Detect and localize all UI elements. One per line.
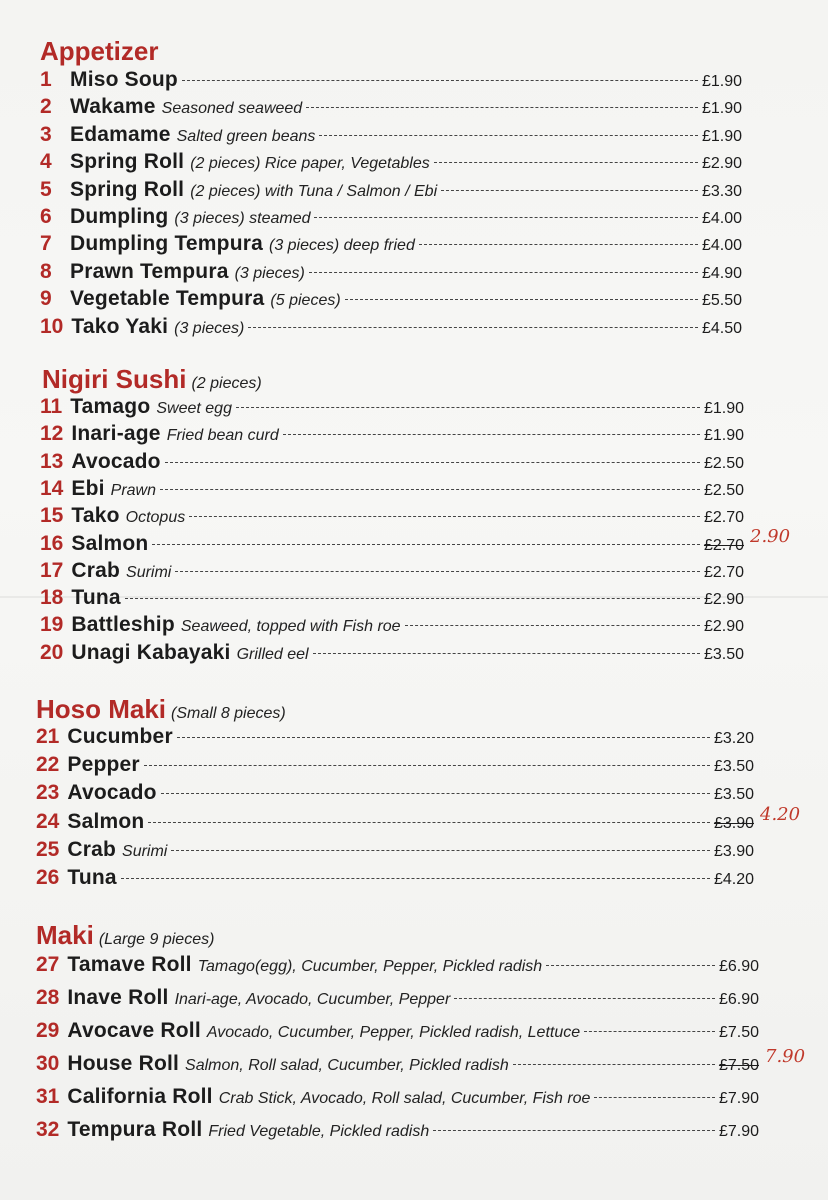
dotted-leader bbox=[177, 737, 710, 738]
item-price: £2.90 bbox=[703, 591, 744, 609]
item-price: £2.70 bbox=[703, 536, 744, 554]
item-number: 26 bbox=[36, 866, 60, 889]
item-price: £3.90 bbox=[713, 842, 754, 860]
item-price: £3.30 bbox=[701, 182, 742, 200]
item-price: £1.90 bbox=[701, 127, 742, 145]
item-price: £4.20 bbox=[713, 871, 754, 888]
item-description: Avocado, Cucumber, Pepper, Pickled radish, Lettuce bbox=[206, 1024, 581, 1041]
item-description: Salmon, Roll salad, Cucumber, Pickled radish bbox=[185, 1057, 509, 1074]
dotted-leader bbox=[433, 1130, 715, 1131]
item-name: Spring Roll bbox=[70, 150, 185, 174]
item-name: Dumpling bbox=[70, 205, 169, 228]
item-description: (3 pieces) deep fried bbox=[268, 237, 415, 255]
item-description: Sweet egg bbox=[156, 400, 232, 417]
dotted-leader bbox=[441, 190, 698, 191]
dotted-leader bbox=[189, 516, 700, 517]
item-price: £7.50 bbox=[718, 1057, 759, 1074]
dotted-leader bbox=[546, 965, 715, 966]
menu-item bbox=[36, 866, 754, 893]
item-name: Spring Roll bbox=[70, 177, 185, 201]
item-description: (2 pieces) with Tuna / Salmon / Ebi bbox=[190, 182, 438, 200]
dotted-leader bbox=[152, 544, 700, 545]
item-price: £6.90 bbox=[718, 958, 759, 975]
item-number: 22 bbox=[36, 753, 60, 777]
dotted-leader bbox=[175, 571, 700, 572]
item-number: 9 bbox=[40, 287, 52, 311]
item-number: 3 bbox=[40, 122, 52, 146]
item-name: Salmon bbox=[67, 809, 145, 833]
item-description: (2 pieces) Rice paper, Vegetables bbox=[190, 155, 430, 173]
item-name: California Roll bbox=[67, 1085, 213, 1108]
menu-item bbox=[40, 315, 742, 342]
item-name: Avocado bbox=[67, 781, 157, 805]
item-name: Crab bbox=[67, 837, 117, 861]
item-name: Dumpling Tempura bbox=[70, 232, 263, 256]
item-number: 4 bbox=[40, 150, 52, 174]
menu-item bbox=[40, 178, 742, 205]
item-name: Battleship bbox=[71, 613, 175, 637]
item-price: £3.50 bbox=[703, 645, 744, 663]
item-price: £4.90 bbox=[701, 264, 742, 282]
item-price: £1.90 bbox=[701, 100, 742, 118]
item-name: Tako bbox=[71, 504, 120, 528]
dotted-leader bbox=[594, 1097, 715, 1098]
item-price: £2.50 bbox=[703, 454, 744, 472]
item-description: Octopus bbox=[125, 509, 186, 527]
section-subtitle: (Small 8 pieces) bbox=[171, 705, 286, 722]
item-description: Inari-age, Avocado, Cucumber, Pepper bbox=[174, 991, 451, 1008]
menu-item bbox=[36, 781, 754, 808]
item-name: Tamago bbox=[70, 395, 151, 418]
dotted-leader bbox=[165, 462, 700, 463]
item-number: 7 bbox=[40, 232, 52, 256]
item-name: Pepper bbox=[67, 753, 140, 777]
item-number: 11 bbox=[40, 395, 63, 418]
item-number: 24 bbox=[36, 809, 60, 833]
item-price: £3.20 bbox=[713, 730, 754, 747]
item-number: 32 bbox=[36, 1118, 60, 1141]
item-price: £5.50 bbox=[701, 292, 742, 310]
section-title-text: Nigiri Sushi bbox=[42, 364, 187, 394]
item-name: Unagi Kabayaki bbox=[71, 640, 231, 664]
dotted-leader bbox=[584, 1031, 715, 1032]
item-number: 20 bbox=[40, 640, 64, 664]
menu-item bbox=[36, 1052, 759, 1079]
item-price: £2.50 bbox=[703, 481, 744, 499]
dotted-leader bbox=[182, 80, 698, 81]
menu-item bbox=[40, 95, 742, 122]
menu-item bbox=[40, 559, 744, 586]
section-subtitle: (2 pieces) bbox=[191, 375, 262, 392]
item-name: Tempura Roll bbox=[67, 1118, 203, 1141]
section-title-text: Maki bbox=[36, 920, 94, 950]
item-number: 30 bbox=[36, 1052, 60, 1075]
section-title bbox=[36, 920, 214, 951]
item-number: 15 bbox=[40, 504, 64, 528]
item-price: £7.90 bbox=[718, 1090, 759, 1107]
handwritten-new-price: 7.90 bbox=[765, 1046, 806, 1067]
menu-item bbox=[40, 123, 742, 150]
item-number: 29 bbox=[36, 1019, 60, 1042]
item-name: Tuna bbox=[71, 586, 121, 610]
item-description: Salted green beans bbox=[176, 127, 316, 145]
menu-item bbox=[40, 586, 744, 613]
item-description: Grilled eel bbox=[236, 645, 309, 663]
item-price: £4.50 bbox=[701, 319, 742, 337]
item-number: 10 bbox=[40, 314, 64, 338]
dotted-leader bbox=[171, 850, 710, 851]
dotted-leader bbox=[161, 793, 710, 794]
dotted-leader bbox=[405, 625, 700, 626]
menu-item bbox=[40, 260, 742, 287]
menu-item bbox=[36, 753, 754, 780]
menu-item bbox=[40, 205, 742, 232]
section-title bbox=[36, 694, 286, 725]
dotted-leader bbox=[121, 878, 710, 879]
item-price: £2.70 bbox=[703, 563, 744, 581]
menu-item bbox=[40, 477, 744, 504]
item-price: £1.90 bbox=[701, 73, 742, 90]
item-number: 13 bbox=[40, 449, 64, 473]
item-number: 23 bbox=[36, 781, 60, 805]
dotted-leader bbox=[313, 653, 700, 654]
item-price: £3.50 bbox=[713, 758, 754, 776]
item-number: 6 bbox=[40, 205, 52, 228]
item-description: Surimi bbox=[126, 563, 172, 581]
dotted-leader bbox=[419, 244, 698, 245]
section-title-text: Hoso Maki bbox=[36, 694, 167, 724]
dotted-leader bbox=[236, 407, 700, 408]
item-description: Fried Vegetable, Pickled radish bbox=[208, 1123, 430, 1140]
item-description: Seasoned seaweed bbox=[161, 100, 303, 118]
item-number: 28 bbox=[36, 986, 60, 1009]
dotted-leader bbox=[319, 135, 698, 136]
item-price: £3.90 bbox=[713, 814, 754, 832]
item-number: 27 bbox=[36, 953, 60, 976]
item-name: Avocado bbox=[71, 449, 161, 473]
dotted-leader bbox=[144, 765, 710, 766]
item-name: Inave Roll bbox=[67, 986, 169, 1009]
item-name: Tako Yaki bbox=[71, 314, 169, 338]
item-number: 18 bbox=[40, 586, 64, 610]
item-description: Crab Stick, Avocado, Roll salad, Cucumber, Fish roe bbox=[218, 1090, 591, 1107]
menu-item bbox=[40, 613, 744, 640]
handwritten-new-price: 4.20 bbox=[760, 803, 801, 825]
menu-item bbox=[36, 986, 759, 1013]
menu-item bbox=[36, 1118, 759, 1145]
dotted-leader bbox=[454, 998, 715, 999]
item-number: 14 bbox=[40, 476, 64, 500]
item-name: House Roll bbox=[67, 1052, 180, 1075]
item-description: Fried bean curd bbox=[166, 427, 279, 445]
item-description: (3 pieces) bbox=[234, 264, 305, 282]
item-price: £2.90 bbox=[703, 618, 744, 636]
dotted-leader bbox=[314, 217, 697, 218]
item-price: £6.90 bbox=[718, 991, 759, 1008]
item-description: Seaweed, topped with Fish roe bbox=[180, 618, 401, 636]
item-description: Prawn bbox=[110, 481, 156, 499]
item-description: (5 pieces) bbox=[270, 292, 341, 310]
item-name: Salmon bbox=[71, 531, 149, 555]
item-name: Ebi bbox=[71, 476, 105, 500]
dotted-leader bbox=[248, 327, 698, 328]
section-title-text: Appetizer bbox=[40, 36, 159, 66]
item-price: £1.90 bbox=[703, 400, 744, 417]
menu-item bbox=[40, 150, 742, 177]
item-price: £2.70 bbox=[703, 509, 744, 527]
menu-item bbox=[36, 1085, 759, 1112]
item-price: £3.50 bbox=[713, 786, 754, 804]
item-name: Tamave Roll bbox=[67, 953, 192, 976]
item-number: 2 bbox=[40, 95, 52, 119]
menu-item bbox=[36, 725, 754, 752]
section-subtitle: (Large 9 pieces) bbox=[98, 931, 215, 948]
item-name: Cucumber bbox=[67, 725, 173, 748]
menu-item bbox=[40, 68, 742, 95]
menu-item bbox=[36, 810, 754, 837]
item-price: £4.00 bbox=[701, 237, 742, 255]
item-price: £1.90 bbox=[703, 427, 744, 445]
item-number: 12 bbox=[40, 422, 64, 446]
item-description: (3 pieces) bbox=[174, 319, 245, 337]
item-price: £7.90 bbox=[718, 1123, 759, 1140]
section-title bbox=[40, 36, 158, 67]
menu-item bbox=[40, 287, 742, 314]
item-number: 5 bbox=[40, 177, 52, 201]
item-number: 17 bbox=[40, 558, 64, 582]
item-price: £4.00 bbox=[701, 210, 742, 227]
dotted-leader bbox=[160, 489, 700, 490]
handwritten-new-price: 2.90 bbox=[750, 525, 791, 547]
item-name: Crab bbox=[71, 558, 121, 582]
menu-item bbox=[40, 422, 744, 449]
item-name: Vegetable Tempura bbox=[70, 287, 265, 311]
item-number: 8 bbox=[40, 259, 52, 283]
dotted-leader bbox=[434, 162, 698, 163]
dotted-leader bbox=[345, 299, 698, 300]
item-number: 31 bbox=[36, 1085, 60, 1108]
dotted-leader bbox=[306, 107, 698, 108]
item-description: Tamago(egg), Cucumber, Pepper, Pickled radish bbox=[197, 958, 543, 975]
section-title bbox=[42, 364, 262, 395]
dotted-leader bbox=[513, 1064, 715, 1065]
item-description: Surimi bbox=[122, 842, 168, 860]
item-name: Prawn Tempura bbox=[70, 259, 229, 283]
item-number: 1 bbox=[40, 68, 52, 91]
item-name: Wakame bbox=[70, 95, 156, 119]
menu-item bbox=[40, 395, 744, 422]
item-number: 16 bbox=[40, 531, 64, 555]
menu-item bbox=[36, 1019, 759, 1046]
dotted-leader bbox=[148, 822, 710, 823]
menu-item bbox=[36, 838, 754, 865]
dotted-leader bbox=[283, 434, 700, 435]
menu-item bbox=[40, 532, 744, 559]
item-price: £7.50 bbox=[718, 1024, 759, 1041]
item-number: 19 bbox=[40, 613, 64, 637]
item-name: Inari-age bbox=[71, 422, 161, 446]
menu-item bbox=[40, 232, 742, 259]
menu-item bbox=[36, 953, 759, 980]
dotted-leader bbox=[125, 598, 700, 599]
item-name: Tuna bbox=[67, 866, 117, 889]
menu-item bbox=[40, 450, 744, 477]
item-description: (3 pieces) steamed bbox=[174, 210, 311, 227]
item-name: Avocave Roll bbox=[67, 1019, 201, 1042]
item-price: £2.90 bbox=[701, 155, 742, 173]
dotted-leader bbox=[309, 272, 698, 273]
item-name: Miso Soup bbox=[70, 68, 178, 91]
menu-item bbox=[40, 641, 744, 668]
item-number: 25 bbox=[36, 837, 60, 861]
menu-item bbox=[40, 504, 744, 531]
item-number: 21 bbox=[36, 725, 60, 748]
item-name: Edamame bbox=[70, 122, 171, 146]
